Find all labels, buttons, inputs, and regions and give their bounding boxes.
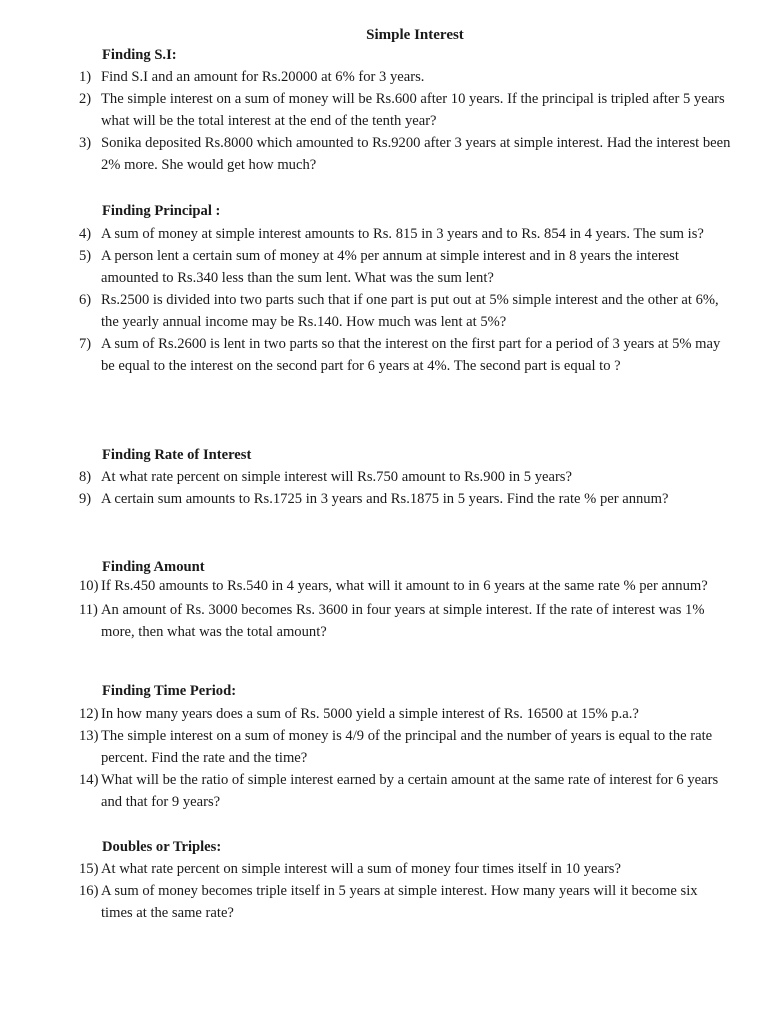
section-heading: Finding Rate of Interest: [102, 447, 252, 463]
question-item: [0, 466, 768, 488]
question-text: A sum of money at simple interest amounts to Rs. 815 in 3 years and to Rs. 854 in 4 years. The sum is?: [101, 226, 704, 242]
question-number: 2): [79, 91, 92, 107]
question-text: A person lent a certain sum of money at 4% per annum at simple interest and in 8 years the interest amounted to Rs.340 less than the sum lent. What was the sum lent?: [101, 248, 679, 286]
question-item: [0, 703, 768, 725]
page-title: Simple Interest: [366, 27, 464, 43]
question-list: [0, 66, 768, 176]
question-item: [0, 333, 768, 377]
question-text: Find S.I and an amount for Rs.20000 at 6% for 3 years.: [101, 69, 425, 85]
question-text: Sonika deposited Rs.8000 which amounted to Rs.9200 after 3 years at simple interest. Had the interest been 2% more. She would get how much?: [101, 135, 731, 173]
question-text: If Rs.450 amounts to Rs.540 in 4 years, what will it amount to in 6 years at the same rate % per annum?: [101, 578, 708, 594]
question-list: [0, 577, 768, 643]
question-item: [0, 858, 768, 880]
question-text: A sum of Rs.2600 is lent in two parts so that the interest on the first part for a period of 3 years at 5% may be equal to the interest on the second part for 6 years at 4%. The second part is equal to ?: [101, 336, 721, 374]
question-number: 4): [79, 226, 92, 242]
question-text: In how many years does a sum of Rs. 5000 yield a simple interest of Rs. 16500 at 15% p.a.?: [101, 706, 639, 722]
question-text: A certain sum amounts to Rs.1725 in 3 years and Rs.1875 in 5 years. Find the rate % per annum?: [101, 491, 669, 507]
question-number: 11): [79, 602, 98, 618]
question-list: [0, 466, 768, 510]
question-number: 8): [79, 469, 92, 485]
question-item: [0, 577, 768, 596]
question-list: [0, 703, 768, 813]
question-number: 5): [79, 248, 92, 264]
section-heading: Finding Principal :: [102, 203, 221, 219]
section-heading: Doubles or Triples:: [102, 839, 222, 855]
question-number: 9): [79, 491, 92, 507]
question-item: [0, 880, 768, 924]
question-item: [0, 289, 768, 333]
question-text: Rs.2500 is divided into two parts such that if one part is put out at 5% simple interest and the other at 6%, the yearly annual income may be Rs.140. How much was lent at 5%?: [101, 292, 719, 330]
question-number: 1): [79, 69, 92, 85]
question-number: 15): [79, 861, 99, 877]
section-heading: Finding Time Period:: [102, 683, 237, 699]
question-item: [0, 88, 768, 132]
question-item: [0, 488, 768, 510]
question-item: [0, 599, 768, 643]
question-item: [0, 132, 768, 176]
question-list: [0, 223, 768, 377]
section-heading: Finding Amount: [102, 559, 205, 575]
question-number: 6): [79, 292, 92, 308]
question-number: 13): [79, 728, 99, 744]
question-text: The simple interest on a sum of money is 4/9 of the principal and the number of years is equal to the rate percent. Find the rate and the time?: [101, 728, 713, 766]
question-item: [0, 223, 768, 245]
question-item: [0, 769, 768, 813]
section-heading: Finding S.I:: [102, 47, 177, 63]
question-number: 3): [79, 135, 92, 151]
question-list: [0, 858, 768, 924]
question-number: 12): [79, 706, 99, 722]
question-item: [0, 725, 768, 769]
question-number: 7): [79, 336, 92, 352]
question-text: The simple interest on a sum of money will be Rs.600 after 10 years. If the principal is tripled after 5 years what will be the total interest at the end of the tenth year?: [101, 91, 725, 129]
question-item: [0, 245, 768, 289]
question-item: [0, 66, 768, 88]
question-text: At what rate percent on simple interest will a sum of money four times itself in 10 years?: [101, 861, 621, 877]
question-text: What will be the ratio of simple interest earned by a certain amount at the same rate of interest for 6 years and that for 9 years?: [101, 772, 719, 810]
question-number: 14): [79, 772, 99, 788]
question-number: 16): [79, 883, 99, 899]
question-number: 10): [79, 578, 99, 594]
question-text: At what rate percent on simple interest will Rs.750 amount to Rs.900 in 5 years?: [101, 469, 572, 485]
question-text: An amount of Rs. 3000 becomes Rs. 3600 in four years at simple interest. If the rate of interest was 1% more, then what was the total amount?: [101, 602, 705, 640]
question-text: A sum of money becomes triple itself in 5 years at simple interest. How many years will it become six times at the same rate?: [101, 883, 698, 921]
